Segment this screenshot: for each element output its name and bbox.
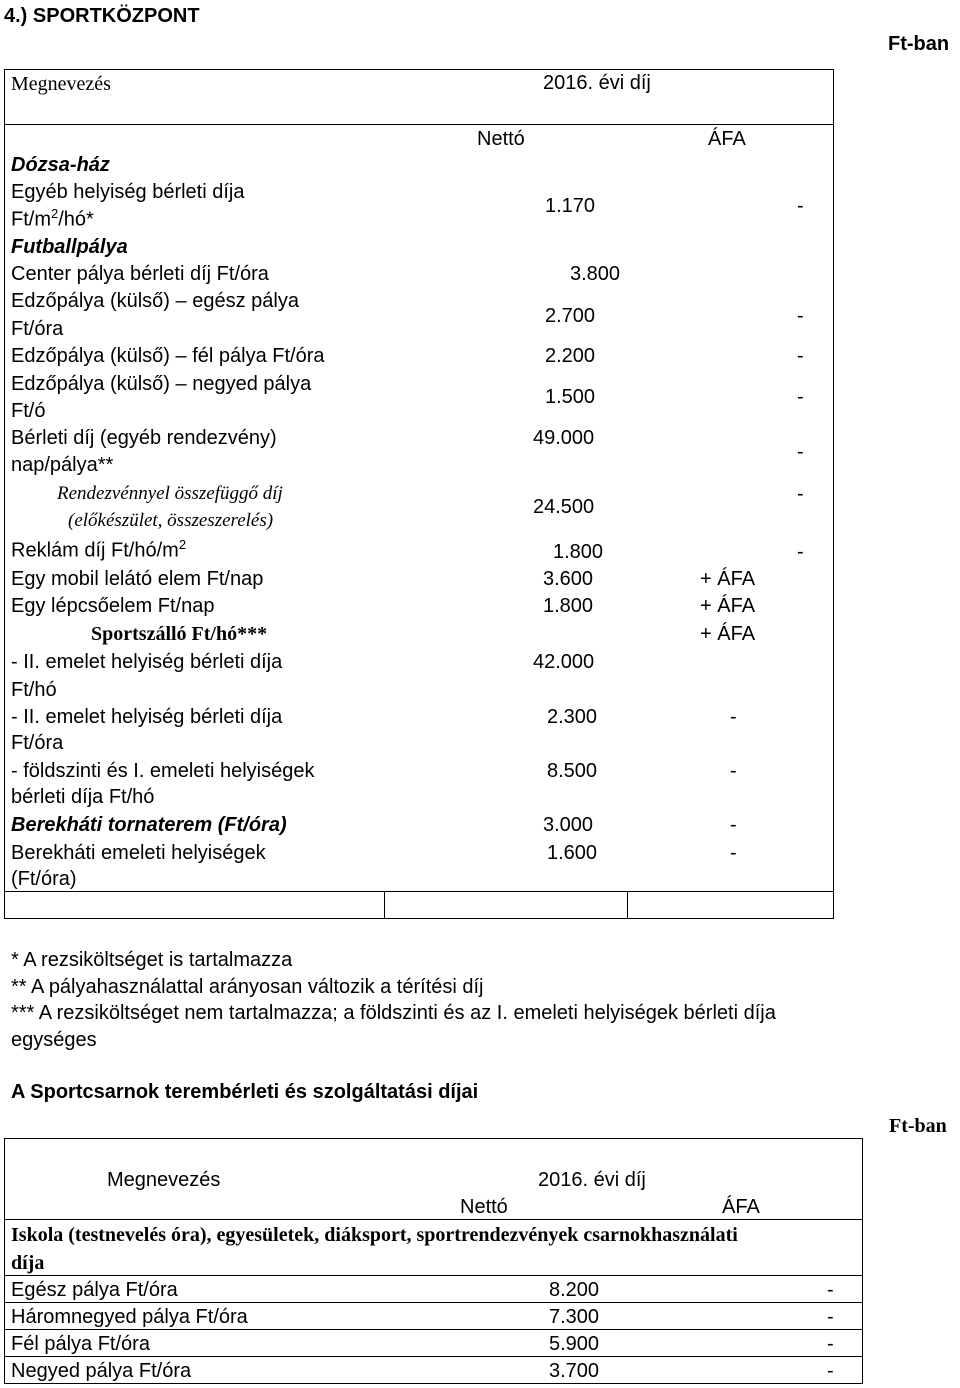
row-ii-ho-net: 42.000 [533,651,595,673]
row-lepcso-net: 1.800 [543,595,594,617]
row-edzo-negyed-name-1: Edzőpálya (külső) – negyed pálya [11,373,312,395]
table2-row-name: Negyed pálya Ft/óra [11,1360,192,1382]
row-ii-ora-net: 2.300 [547,706,598,728]
footnote-3-continued: egységes [11,1029,97,1051]
table2-row-net: 3.700 [549,1360,600,1382]
row-ii-ho-name-2: Ft/hó [11,679,57,701]
row-berleti-net: 49.000 [533,427,595,449]
row-foldszint-name-1: - földszinti és I. emeleti helyiségek [11,760,315,782]
row-lepcso-vat: + ÁFA [700,595,756,617]
row-berek-torna-vat: - [730,814,737,836]
row-rendezveny-vat: - [797,483,804,505]
table2-header-year: 2016. évi díj [538,1169,646,1191]
row-ii-ho-name-1: - II. emelet helyiség bérleti díja [11,651,283,673]
table2-row-net: 8.200 [549,1279,600,1301]
row-egyeb-vat: - [797,195,804,217]
row-berleti-name-2: nap/pálya** [11,454,114,476]
table2-row-vat: - [827,1279,834,1301]
row-ii-ora-vat: - [730,706,737,728]
row-edzo-fel-vat: - [797,345,804,367]
table1-header-year: 2016. évi díj [543,72,651,94]
table1-header-name: Megnevezés [11,73,111,95]
table2-row-net: 5.900 [549,1333,600,1355]
row-edzo-egesz-net: 2.700 [545,305,596,327]
row-berek-emeleti-name-2: (Ft/óra) [11,868,77,890]
row-center-name: Center pálya bérleti díj Ft/óra [11,263,269,285]
row-reklam-net: 1.800 [553,541,604,563]
row-edzo-egesz-name-2: Ft/óra [11,318,64,340]
row-egyeb-name-2: $Ft/m^2/hó*$ [11,206,94,231]
row-berek-emeleti-name-1: Berekháti emeleti helyiségek [11,842,266,864]
row-edzo-fel-net: 2.200 [545,345,596,367]
table2-unit-label: Ft-ban [889,1115,947,1137]
table1-header-vat: ÁFA [708,128,746,150]
row-berek-torna-name: Berekháti tornaterem (Ft/óra) [11,814,287,836]
table2-row-name: Fél pálya Ft/óra [11,1333,150,1355]
table2-header-vat: ÁFA [722,1196,760,1218]
unit-label: Ft-ban [888,33,950,55]
row-foldszint-net: 8.500 [547,760,598,782]
row-berleti-name-1: Bérleti díj (egyéb rendezvény) [11,427,277,449]
row-foldszint-name-2: bérleti díja Ft/hó [11,786,155,808]
row-mobil-vat: + ÁFA [700,568,756,590]
row-edzo-fel-name: Edzőpálya (külső) – fél pálya Ft/óra [11,345,325,367]
row-rendezveny-name-2: (előkészület, összeszerelés) [68,510,274,531]
row-center-net: 3.800 [570,263,621,285]
row-berek-torna-net: 3.000 [543,814,594,836]
row-edzo-egesz-name-1: Edzőpálya (külső) – egész pálya [11,290,299,312]
section2-title: A Sportcsarnok terembérleti és szolgáltatási díjai [11,1081,479,1103]
table2-row-name: Egész pálya Ft/óra [11,1279,178,1301]
row-reklam-name: Reklám díj $Ft/hó/m^2$ [11,537,187,562]
row-mobil-net: 3.600 [543,568,594,590]
row-edzo-negyed-name-2: Ft/ó [11,400,46,422]
table2-group-title-1: Iskola (testnevelés óra), egyesületek, diáksport, sportrendezvények csarnokhasználati [11,1224,738,1246]
table2-group-title-2: díja [11,1252,45,1274]
section-title: 4.) SPORTKÖZPONT [4,5,200,27]
row-foldszint-vat: - [730,760,737,782]
table1-header-net: Nettó [477,128,525,150]
row-ii-ora-name-2: Ft/óra [11,732,64,754]
table2-header-name: Megnevezés [107,1169,221,1191]
table2-row-vat: - [827,1333,834,1355]
footnote-1: * A rezsiköltséget is tartalmazza [11,949,293,971]
table2-row-vat: - [827,1306,834,1328]
row-edzo-egesz-vat: - [797,305,804,327]
row-mobil-name: Egy mobil lelátó elem Ft/nap [11,568,264,590]
group-title-futball: Futballpálya [11,236,128,258]
table2-row-name: Háromnegyed pálya Ft/óra [11,1306,248,1328]
row-sportszallo-name: Sportszálló Ft/hó*** [91,623,268,645]
row-edzo-negyed-net: 1.500 [545,386,596,408]
row-egyeb-net: 1.170 [545,195,596,217]
row-egyeb-name-1: Egyéb helyiség bérleti díja [11,181,245,203]
footnote-2: ** A pályahasználattal arányosan változik a térítési díj [11,976,484,998]
table2-header-net: Nettó [460,1196,508,1218]
row-reklam-vat: - [797,541,804,563]
group-title-dozsa: Dózsa-ház [11,154,110,176]
footnote-3: *** A rezsiköltséget nem tartalmazza; a földszinti és az I. emeleti helyiségek bérleti díja [11,1002,776,1024]
row-rendezveny-name-1: Rendezvénnyel összefüggő díj [57,483,283,504]
row-edzo-negyed-vat: - [797,386,804,408]
row-sportszallo-vat: + ÁFA [700,623,756,645]
row-berek-emeleti-vat: - [730,842,737,864]
row-ii-ora-name-1: - II. emelet helyiség bérleti díja [11,706,283,728]
row-rendezveny-net: 24.500 [533,496,595,518]
table2-row-net: 7.300 [549,1306,600,1328]
row-berek-emeleti-net: 1.600 [547,842,598,864]
row-lepcso-name: Egy lépcsőelem Ft/nap [11,595,215,617]
table2-row-vat: - [827,1360,834,1382]
row-berleti-vat: - [797,441,804,463]
